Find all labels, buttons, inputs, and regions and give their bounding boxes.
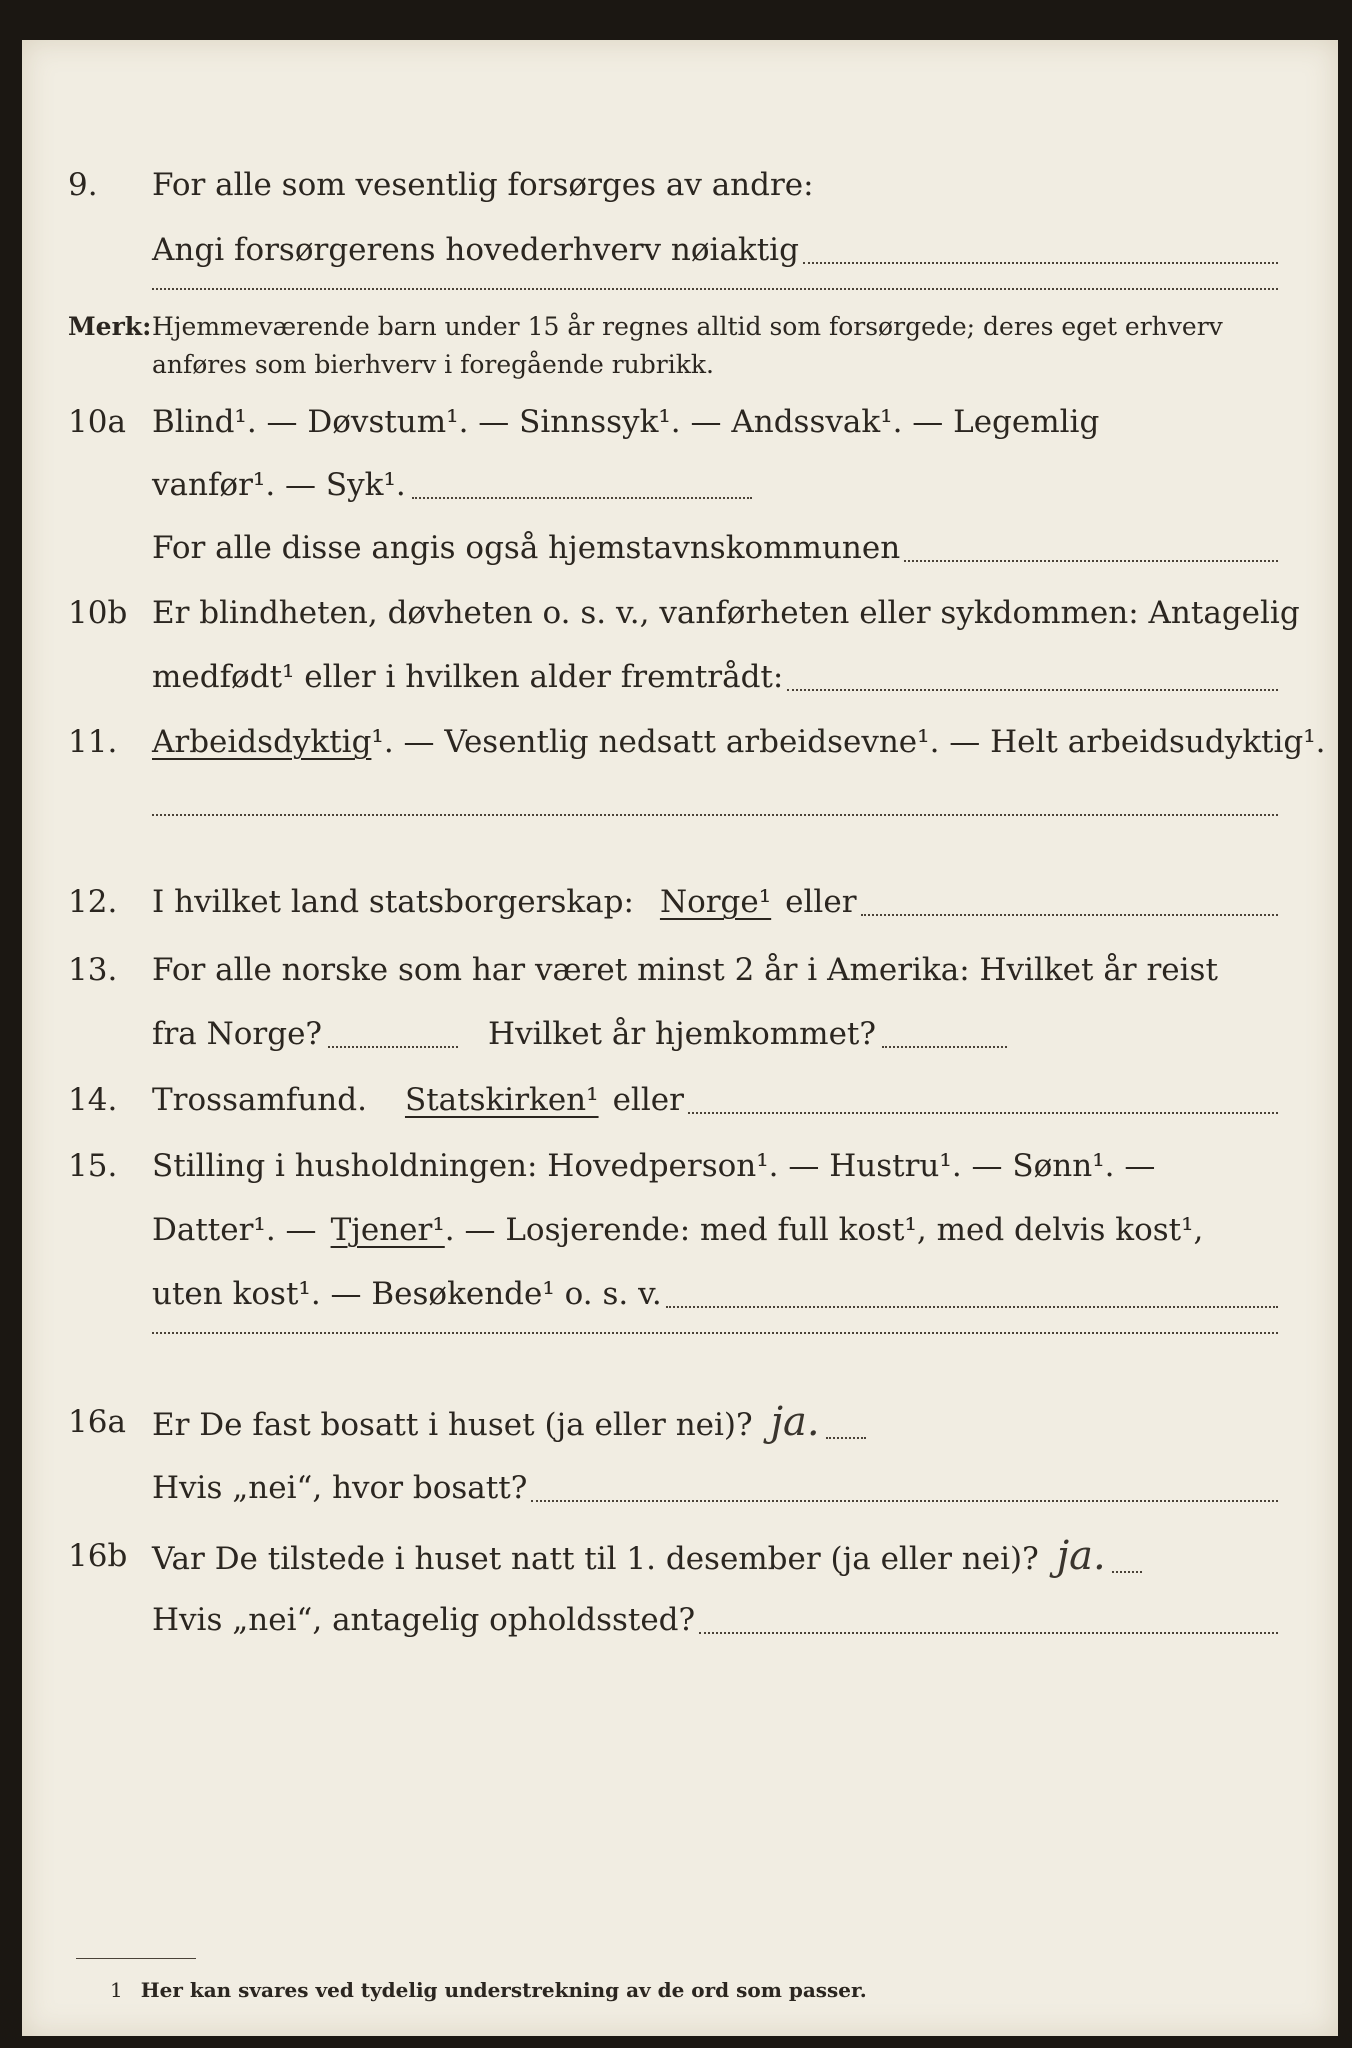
question-text: Stilling i husholdningen: Hovedperson¹. — Hustru¹. — Sønn¹. — bbox=[152, 1148, 1156, 1184]
question-number: 16a bbox=[68, 1404, 126, 1440]
question-text: Datter¹. — bbox=[152, 1212, 317, 1248]
question-text: Er blindheten, døvheten o. s. v., vanførheten eller sykdommen: Antagelig bbox=[152, 595, 1300, 631]
answer-field[interactable] bbox=[904, 559, 1278, 562]
question-14 bbox=[22, 1070, 1338, 1130]
question-9-line-2 bbox=[22, 220, 1338, 280]
question-text: Hvis „nei“, hvor bosatt? bbox=[152, 1470, 528, 1506]
question-text: Blind¹. — Døvstum¹. — Sinnssyk¹. — Andssvak¹. — Legemlig bbox=[152, 404, 1100, 440]
question-text: Angi forsørgerens hovederhverv nøiaktig bbox=[152, 232, 799, 268]
question-number: 12. bbox=[68, 884, 118, 920]
question-text: Er De fast bosatt i huset (ja eller nei)? bbox=[152, 1407, 753, 1443]
handwritten-answer[interactable]: ja. bbox=[770, 1399, 820, 1445]
answer-field[interactable] bbox=[328, 1045, 458, 1048]
question-10b-line-2 bbox=[22, 647, 1338, 707]
question-number: 10b bbox=[68, 595, 128, 631]
answer-field[interactable] bbox=[412, 496, 752, 499]
footnote-text: Her kan svares ved tydelig understrekning av de ord som passer. bbox=[140, 1978, 867, 2002]
question-11 bbox=[22, 712, 1338, 772]
question-number: 9. bbox=[68, 167, 98, 203]
answer-field-line[interactable] bbox=[152, 1332, 1278, 1334]
handwritten-answer[interactable]: ja. bbox=[1056, 1533, 1106, 1579]
option-statskirken-underlined[interactable]: Statskirken¹ bbox=[404, 1082, 599, 1118]
question-13-line-1 bbox=[22, 940, 1338, 1000]
question-text: eller bbox=[612, 1082, 684, 1118]
answer-field[interactable] bbox=[882, 1045, 1007, 1048]
question-text: . — Losjerende: med full kost¹, med delvis kost¹, bbox=[444, 1212, 1204, 1248]
question-text: vanfør¹. — Syk¹. bbox=[152, 467, 406, 503]
answer-field[interactable] bbox=[787, 688, 1278, 691]
question-10b-line-1 bbox=[22, 583, 1338, 643]
question-15-line-3 bbox=[22, 1264, 1338, 1324]
question-16a-line-2 bbox=[22, 1458, 1338, 1518]
question-number: 13. bbox=[68, 952, 118, 988]
question-text: Hvis „nei“, antagelig opholdssted? bbox=[152, 1602, 696, 1638]
footnote-rule bbox=[76, 1958, 196, 1959]
question-text: For alle som vesentlig forsørges av andre: bbox=[152, 167, 814, 203]
question-16b-line-1 bbox=[22, 1526, 1338, 1586]
merk-label: Merk: bbox=[68, 312, 152, 341]
question-text: eller bbox=[785, 884, 857, 920]
question-9-line-1 bbox=[22, 155, 1338, 215]
question-number: 10a bbox=[68, 404, 126, 440]
question-15-line-1 bbox=[22, 1136, 1338, 1196]
question-10a-line-2 bbox=[22, 455, 1338, 515]
census-form-page bbox=[22, 40, 1338, 2036]
question-15-line-2 bbox=[22, 1200, 1338, 1260]
option-norge-underlined[interactable]: Norge¹ bbox=[659, 884, 772, 920]
option-arbeidsdyktig-underlined[interactable]: Arbeidsdyktig bbox=[152, 724, 372, 760]
question-text: ¹. — Vesentlig nedsatt arbeidsevne¹. — Helt arbeidsudyktig¹. bbox=[371, 724, 1326, 760]
question-number: 16b bbox=[68, 1538, 128, 1574]
question-text: For alle disse angis også hjemstavnskommunen bbox=[152, 530, 901, 566]
question-12 bbox=[22, 872, 1338, 932]
answer-field[interactable] bbox=[688, 1111, 1278, 1114]
footnote bbox=[110, 1978, 867, 2002]
question-number: 11. bbox=[68, 724, 118, 760]
question-number: 14. bbox=[68, 1082, 118, 1118]
question-text: I hvilket land statsborgerskap: bbox=[152, 884, 634, 920]
answer-field[interactable] bbox=[803, 261, 1278, 264]
question-text: fra Norge? bbox=[152, 1016, 323, 1052]
question-text: Var De tilstede i huset natt til 1. desember (ja eller nei)? bbox=[152, 1541, 1039, 1577]
answer-field-line[interactable] bbox=[152, 814, 1278, 816]
answer-field[interactable] bbox=[1112, 1570, 1142, 1573]
answer-field[interactable] bbox=[699, 1631, 1278, 1634]
question-13-line-2 bbox=[22, 1004, 1338, 1064]
merk-line-1: Hjemmeværende barn under 15 år regnes alltid som forsørgede; deres eget erhverv bbox=[152, 312, 1223, 341]
answer-field[interactable] bbox=[826, 1436, 866, 1439]
answer-field[interactable] bbox=[861, 913, 1278, 916]
question-10a-line-1 bbox=[22, 392, 1338, 452]
question-text: Hvilket år hjemkommet? bbox=[488, 1016, 877, 1052]
answer-field[interactable] bbox=[531, 1499, 1278, 1502]
question-text: For alle norske som har været minst 2 år i Amerika: Hvilket år reist bbox=[152, 952, 1218, 988]
question-10a-line-3 bbox=[22, 518, 1338, 578]
question-text: medfødt¹ eller i hvilken alder fremtrådt: bbox=[152, 659, 784, 695]
answer-field[interactable] bbox=[666, 1305, 1278, 1308]
answer-field-line[interactable] bbox=[152, 288, 1278, 290]
question-16a-line-1 bbox=[22, 1392, 1338, 1452]
question-number: 15. bbox=[68, 1148, 118, 1184]
merk-note bbox=[68, 308, 1278, 384]
option-tjener-underlined[interactable]: Tjener¹ bbox=[330, 1212, 445, 1248]
question-text: Trossamfund. bbox=[152, 1082, 367, 1118]
question-text: uten kost¹. — Besøkende¹ o. s. v. bbox=[152, 1276, 662, 1312]
merk-line-2: anføres som bierhverv i foregående rubrikk. bbox=[152, 350, 714, 379]
question-16b-line-2 bbox=[22, 1590, 1338, 1650]
footnote-mark: 1 bbox=[110, 1978, 123, 2002]
